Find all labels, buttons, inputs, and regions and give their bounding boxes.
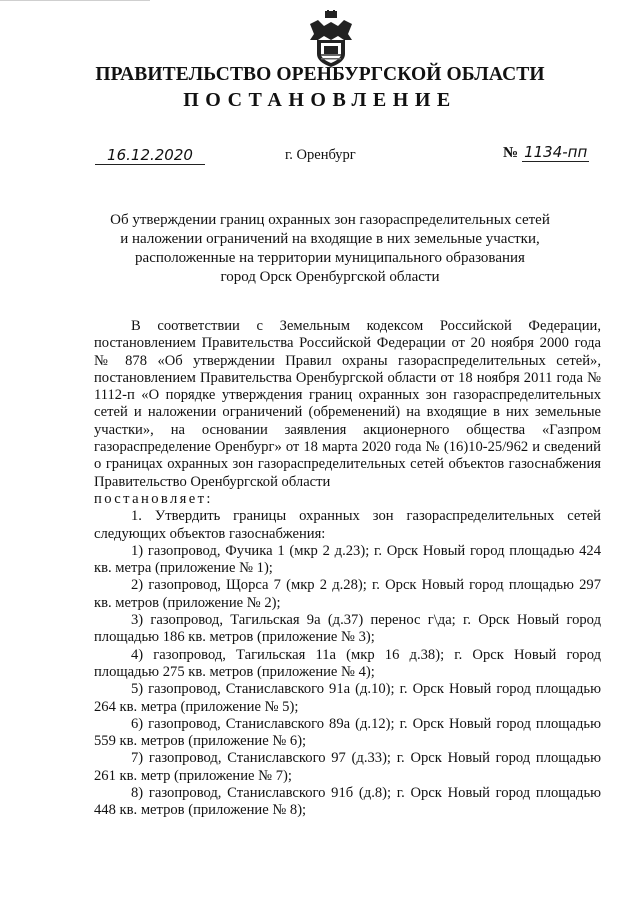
resolves-line: постановляет: bbox=[94, 490, 213, 507]
number-value: 1134-пп bbox=[524, 143, 588, 161]
government-name: ПРАВИТЕЛЬСТВО ОРЕНБУРГСКОЙ ОБЛАСТИ bbox=[95, 64, 545, 85]
list-item: 6) газопровод, Станиславского 89а (д.12); г. Орск Новый город площадью 559 кв. метров (приложение № 6); bbox=[94, 715, 601, 750]
number-label: № bbox=[503, 145, 519, 161]
list-item: 2) газопровод, Щорса 7 (мкр 2 д.28); г. Орск Новый город площадью 297 кв. метров (приложение № 2); bbox=[94, 577, 601, 611]
scan-edge-line bbox=[0, 0, 150, 5]
preamble-paragraph: В соответствии с Земельным кодексом Российской Федерации, постановлением Правительства Российской Федерации от 20 ноября 2000 года № 878 «Об утверждении Правил охраны газораспределительных сетей», постановлением Правительства Оренбургской области от 18 ноября 2011 года № 1112-п «О порядке утверждения границ охранных зон газораспределительных сетей и наложении ограничений (обременений) на входящие в них земельные участки», на основании заявления акционерного общества «Газпром газораспределение Оренбург» от 18 марта 2020 года № (16)10-25/962 и сведений о границах охранных зон газораспределительных сетей объектов газоснабжения Правительство Оренбургской области bbox=[94, 318, 601, 490]
list-item: 5) газопровод, Станиславского 91а (д.10); г. Орск Новый город площадью 264 кв. метра (приложение № 5); bbox=[94, 681, 601, 715]
list-item: 3) газопровод, Тагильская 9а (д.37) перенос г\да; г. Орск Новый город площадью 186 кв. метров (приложение № 3); bbox=[94, 612, 601, 646]
title-line: расположенные на территории муниципального образования bbox=[135, 250, 525, 266]
title-line: город Орск Оренбургской области bbox=[220, 269, 440, 285]
document-number bbox=[503, 143, 589, 162]
list-item: 7) газопровод, Станиславского 97 (д.33); г. Орск Новый город площадью 261 кв. метр (приложение № 7); bbox=[94, 750, 601, 784]
coat-of-arms-icon bbox=[308, 10, 354, 68]
list-item: 4) газопровод, Тагильская 11а (мкр 16 д.38); г. Орск Новый город площадью 275 кв. метров (приложение № 4); bbox=[94, 646, 601, 680]
document-body bbox=[94, 318, 601, 820]
document-date: 16.12.2020 bbox=[95, 146, 205, 165]
list-item: 8) газопровод, Станиславского 91б (д.8); г. Орск Новый город площадью 448 кв. метров (приложение № 8); bbox=[94, 785, 601, 819]
title-line: Об утверждении границ охранных зон газораспределительных сетей bbox=[110, 212, 550, 228]
clause-1: 1. Утвердить границы охранных зон газораспределительных сетей следующих объектов газоснабжения: bbox=[94, 508, 601, 542]
document-type: ПОСТАНОВЛЕНИЕ bbox=[183, 89, 457, 111]
document-title bbox=[100, 211, 560, 287]
document-city: г. Оренбург bbox=[285, 147, 356, 163]
title-line: и наложении ограничений на входящие в них земельные участки, bbox=[120, 231, 540, 247]
list-item: 1) газопровод, Фучика 1 (мкр 2 д.23); г. Орск Новый город площадью 424 кв. метра (приложение № 1); bbox=[94, 542, 601, 577]
